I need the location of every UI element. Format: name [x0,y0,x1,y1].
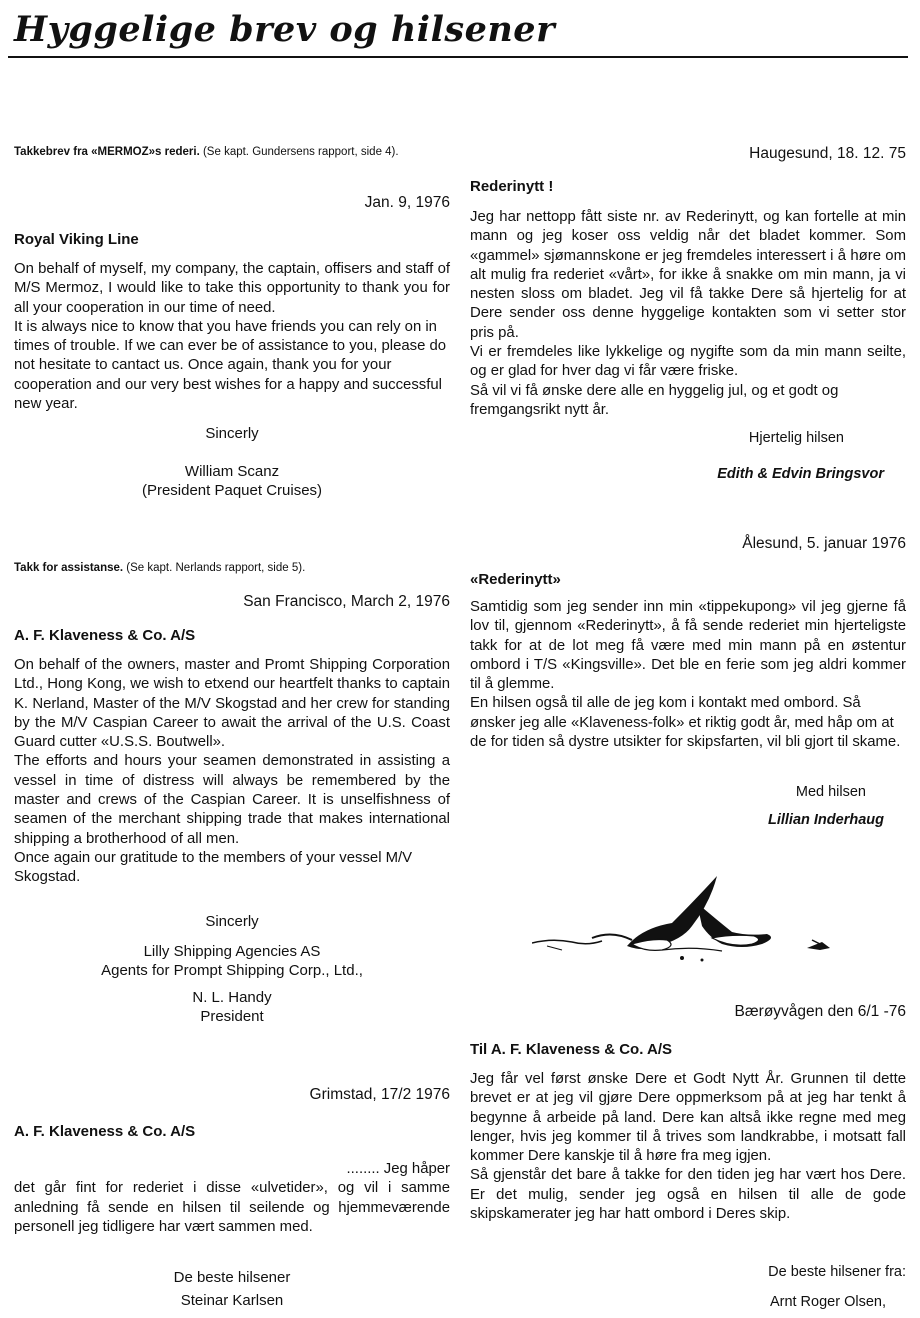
letter3-heading: A. F. Klaveness & Co. A/S [14,1123,196,1140]
letter2-signer: N. L. Handy [192,989,272,1006]
letter2-note-rest: (Se kapt. Nerlands rapport, side 5). [123,562,306,574]
letter4-body [470,208,906,420]
letter5-heading: «Rederinytt» [470,571,561,588]
letter2-body [14,656,450,888]
letter1-signer-title: (President Paquet Cruises) [141,482,323,499]
letter3-body [14,1160,450,1237]
letter4-para1: Jeg har nettopp fått siste nr. av Rederinytt, og kan fortelle at min mann og jeg koser oss veldig når det bladet kommer. Som «gammel» sjømannskone er jeg fremdeles interessert i å høre om alt mulig fra rederiet «vårt», for ikke å snakke om min mann, ja vi nesten sloss om bladet. Jeg vil få takke Dere så hjertelig for at Dere sender oss denne hyggelige kontakten som vi setter stor pris på. [470,209,906,341]
letter3-para1: det går fint for rederiet i disse «ulvetider», og vil i samme anledning få sende en hilsen til seilende og hjemmeværende personell jeg tidligere har vært sammen med. [14,1180,450,1235]
letter1-para2: It is always nice to know that you have friends you can rely on in times of trouble. If we can ever be of assistance to you, please do not hesitate to cantact us. Once again, thank you for your cooperation and our very best wishes for a happy and successful new year. [14,318,447,413]
letter1-heading: Royal Viking Line [14,231,139,248]
letter2-date: San Francisco, March 2, 1976 [243,593,450,610]
letter3-date: Grimstad, 17/2 1976 [309,1086,450,1103]
letter2-note-bold: Takk for assistanse. [14,562,124,574]
letter4-closing: Hjertelig hilsen [748,430,844,446]
letter6-signer: Arnt Roger Olsen, [769,1294,886,1310]
letter2-para3: Once again our gratitude to the members of your vessel M/V Skogstad. [14,849,413,886]
letter5-date: Ålesund, 5. januar 1976 [742,535,906,552]
letter2-note [14,560,450,577]
letter2-closing: Sincerly [205,913,259,930]
letter6-closing: De beste hilsener fra: [768,1264,906,1280]
letter5-para2: En hilsen også til alle de jeg kom i kontakt med ombord. Så ønsker jeg alle «Klaveness-folk» et riktig godt år, med håp om at de for tiden så dystre utsikter for skipsfarten, vil bli gjort til skame. [470,695,901,751]
letter5-para1: Samtidig som jeg sender inn min «tippekupong» vil jeg gjerne få lov til, gjennom «Rederinytt», å få sende rederiet min hjerteligste takk for at de lot meg få være med min mann på en østentur ombord i T/S «Kingsville». Det ble en ferie som jeg aldri kommer til å glemme. [470,599,906,693]
letter4-para2: Vi er fremdeles like lykkelige og nygifte som da min mann seilte, og er glad for hver dag vi får være friske. [470,344,906,380]
letter3-line1: ........ Jeg håper [346,1161,450,1177]
letter1-signer: William Scanz [184,463,280,480]
letter1-date: Jan. 9, 1976 [364,194,450,211]
letter1-para1: On behalf of myself, my company, the captain, offisers and staff of M/S Mermoz, I would like to take this opportunity to thank you for all your cooperation in our time of need. [14,261,450,316]
letter5-body [470,598,906,752]
letter2-para1: On behalf of the owners, master and Promt Shipping Corporation Ltd., Hong Kong, we wish to etxend our heartfelt thanks to captain K. Nerland, Master of the M/V Skogstad and her crew for standing by the M/V Caspian Career to await the arrival of the U.S. Coast Guard cutter «U.S.S. Boutwell». [14,657,450,751]
letter5-signer: Lillian Inderhaug [767,812,884,828]
letter6-body [470,1070,906,1224]
letter2-org2: Agents for Prompt Shipping Corp., Ltd., [101,962,363,979]
letter4-date: Haugesund, 18. 12. 75 [749,145,906,162]
letter6-heading: Til A. F. Klaveness & Co. A/S [470,1041,673,1058]
letter3-signer: Steinar Karlsen [180,1292,284,1309]
letter2-para2: The efforts and hours your seamen demonstrated in assisting a vessel in time of distress will always be remembered by the master and crews of the Caspian Career. It is unselfishness of seamen of the merchant shipping trade that makes international shipping a brotherhood of all men. [14,753,450,847]
letter2-org1: Lilly Shipping Agencies AS [143,943,321,960]
letter4-para3: Så vil vi få ønske dere alle en hyggelig jul, og et godt og fremgangsrikt nytt år. [470,382,839,418]
seagulls-illustration [532,868,842,968]
letter1-note-rest: (Se kapt. Gundersens rapport, side 4). [199,146,399,158]
letter2-heading: A. F. Klaveness & Co. A/S [14,627,196,644]
letter1-note [14,144,450,161]
letter2-signer-title: President [200,1008,264,1025]
letter4-heading: Rederinytt ! [470,178,554,195]
letter5-closing: Med hilsen [795,784,866,800]
letter3-closing: De beste hilsener [173,1269,291,1286]
page-title: Hyggelige brev og hilsener [14,9,556,50]
letter4-signer: Edith & Edvin Bringsvor [717,466,884,482]
letter6-date: Bærøyvågen den 6/1 -76 [734,1003,906,1020]
letter1-closing: Sincerly [205,425,259,442]
letter6-para1: Jeg får vel først ønske Dere et Godt Nytt År. Grunnen til dette brevet er at jeg vil gjøre Dere oppmerksom på at jeg har tenkt å begynne å arbeide på land. Dere kan altså ikke regne med meg lenger, hvis jeg kommer til å trives som landkrabbe, i motsatt fall kommer Dere kanskje til å høre fra meg igjen. [470,1071,906,1165]
title-rule [8,56,908,58]
letter6-para2: Så gjenstår det bare å takke for den tiden jeg har vært hos Dere. Er det mulig, sender jeg også en hilsen til alle de gode skipskamerater jeg har hatt ombord i Deres skip. [470,1167,906,1223]
letter1-body [14,260,450,414]
letter1-note-bold: Takkebrev fra «MERMOZ»s rederi. [14,146,200,158]
